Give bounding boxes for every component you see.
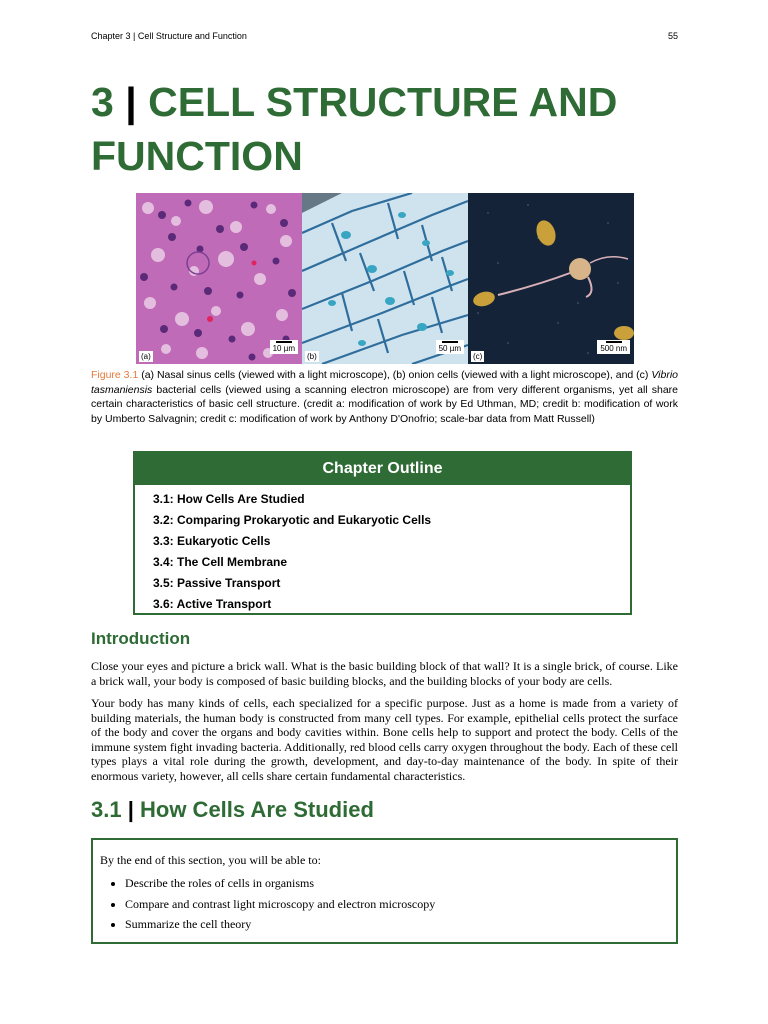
figure-panel-vibrio-bacteria (468, 193, 634, 364)
chapter-title-line2: FUNCTION (91, 133, 303, 179)
chapter-number: 3 (91, 79, 114, 125)
learning-objectives-box (91, 838, 678, 944)
objective-item: • Describe the roles of cells in organisms (125, 873, 435, 894)
section-separator: | (127, 797, 134, 822)
chapter-outline-heading: Chapter Outline (135, 453, 630, 485)
scale-bar-label: 50 µm (438, 344, 461, 353)
outline-item[interactable]: 3.6: Active Transport (153, 597, 272, 611)
outline-item[interactable]: 3.3: Eukaryotic Cells (153, 534, 271, 548)
page-number: 55 (667, 31, 678, 41)
intro-paragraph-2: Your body has many kinds of cells, each specialized for a specific purpose. Just as a home is made from a variety of building materials, the human body is constructed from many cell types. For example, epithelial cells protect the surface of the body and cover the organs and body cavities within. Bone cells help to support and protect the body. Cells of the immune system fight invading bacteria. Additionally, red blood cells carry oxygen throughout the body. Each of these cell types plays a vital role during the growth, development, and day-to-day maintenance of the body. In spite of their enormous variety, however, all cells share certain fundamental characteristics. (91, 696, 678, 783)
chapter-title-separator: | (125, 79, 137, 125)
scale-bar-line (276, 341, 292, 343)
intro-paragraph-1: Close your eyes and picture a brick wall. What is the basic building block of that wall? It is a single brick, of course. Like a brick wall, your body is composed of basic building blocks, and the building blocks of your body are cells. (91, 659, 678, 688)
caption-text-part2: bacterial cells (viewed using a scanning electron microscope) are from very different organisms, yet all share certain characteristics of basic cell structure. (credit a: modification of work by Ed Uthman, MD; credit b: modification of work by Umberto Salvagnin; credit c: modification of work by Anthony D'Onofrio; scale-bar data from Matt Russell) (91, 383, 678, 425)
objectives-intro: By the end of this section, you will be able to: (100, 853, 321, 867)
scale-bar (270, 340, 298, 354)
scale-bar-label: 10 µm (272, 344, 295, 353)
scale-bar-line (442, 341, 458, 343)
outline-item[interactable]: 3.4: The Cell Membrane (153, 555, 288, 569)
figure-3-1 (136, 193, 634, 364)
scale-bar (436, 340, 464, 354)
chapter-title-line1: CELL STRUCTURE AND (148, 79, 618, 125)
scale-bar (597, 340, 630, 354)
panel-label: (c) (473, 352, 483, 361)
scale-bar-label: 500 nm (600, 344, 627, 353)
figure-panel-onion-cells (302, 193, 468, 364)
panel-label: (b) (307, 352, 317, 361)
caption-species-name: Vibrio tasmaniensis (91, 369, 679, 396)
outline-item[interactable]: 3.5: Passive Transport (153, 576, 281, 590)
introduction-heading: Introduction (91, 629, 191, 648)
caption-text-part1: (a) Nasal sinus cells (viewed with a light microscope), (b) onion cells (viewed with a light microscope), and (c) (138, 369, 652, 381)
section-title: How Cells Are Studied (140, 797, 374, 822)
running-header (91, 31, 678, 45)
section-number: 3.1 (91, 797, 122, 822)
vibrio-bacteria-image (468, 193, 634, 364)
objective-item: • Compare and contrast light microscopy and electron microscopy (125, 894, 435, 915)
outline-item[interactable]: 3.2: Comparing Prokaryotic and Eukaryotic Cells (153, 513, 432, 527)
figure-panel-nasal-sinus-cells (136, 193, 302, 364)
running-header-chapter: Chapter 3 | Cell Structure and Function (91, 31, 247, 41)
scale-bar-line (606, 341, 622, 343)
panel-label: (a) (141, 352, 151, 361)
chapter-outline-box (133, 451, 632, 615)
figure-label: Figure 3.1 (91, 369, 139, 381)
chapter-outline-list (135, 485, 630, 615)
section-3-1-heading (91, 797, 374, 823)
nasal-cells-image (136, 193, 302, 364)
outline-item[interactable]: 3.1: How Cells Are Studied (153, 492, 305, 506)
onion-cells-image (302, 193, 468, 364)
objective-item: • Summarize the cell theory (125, 914, 435, 935)
chapter-title (91, 75, 691, 183)
objectives-list (93, 873, 435, 935)
figure-caption (91, 368, 678, 426)
